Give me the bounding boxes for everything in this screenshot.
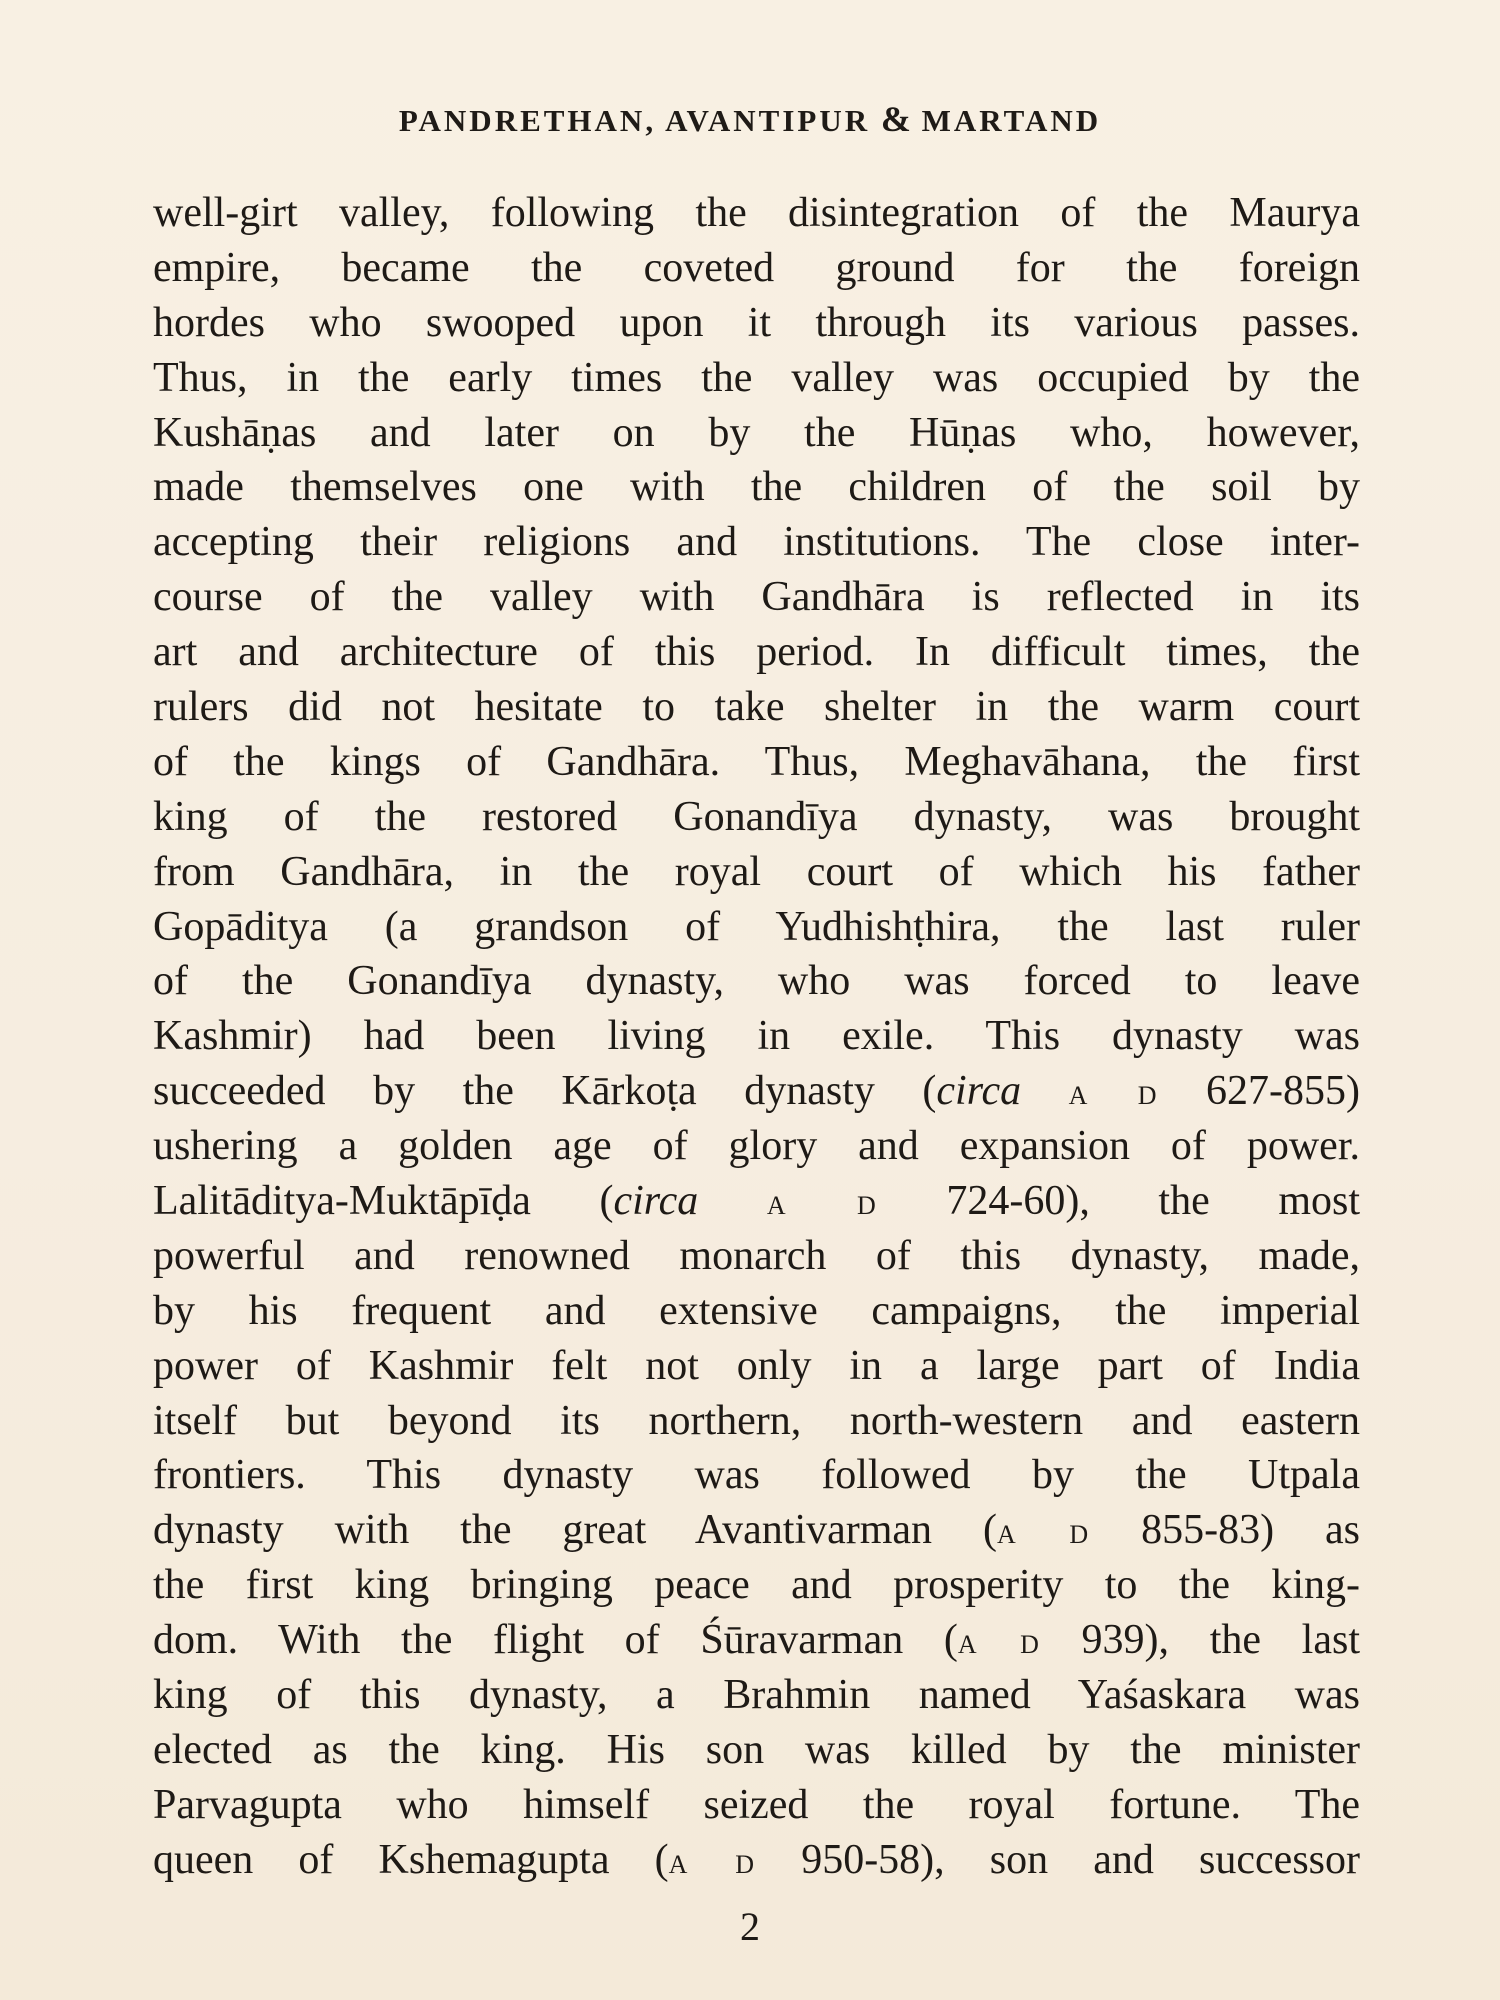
line-text: 939), the last [1081, 1617, 1360, 1664]
line-text: dom. With the flight of Śūravarman ( [153, 1617, 958, 1664]
text-line: itself but beyond its northern, north-western and eastern [153, 1397, 1360, 1444]
text-line: accepting their religions and institutions. The close inter- [153, 519, 1360, 566]
text-line: well-girt valley, following the disintegration of the Maurya [153, 190, 1360, 236]
text-line: from Gandhāra, in the royal court of which his father [153, 848, 1360, 895]
text-line: course of the valley with Gandhāra is reflected in its [153, 574, 1360, 621]
text-line: of the kings of Gandhāra. Thus, Meghavāhana, the first [153, 738, 1360, 785]
text-line: ushering a golden age of glory and expansion of power. [153, 1123, 1360, 1170]
text-line: king of this dynasty, a Brahmin named Yaśaskara was [153, 1672, 1360, 1719]
text-line: power of Kashmir felt not only in a large part of India [153, 1342, 1360, 1389]
text-line: Kushāṇas and later on by the Hūṇas who, however, [153, 409, 1360, 456]
text-line: Parvagupta who himself seized the royal fortune. The [153, 1781, 1360, 1828]
line-text: 950-58), son and successor [801, 1836, 1360, 1883]
text-line: empire, became the coveted ground for the foreign [153, 244, 1360, 291]
line-text: Lalitāditya-Muktāpīḍa ( [153, 1178, 614, 1225]
text-line-with-date [153, 1064, 1360, 1119]
circa-italic: circa [936, 1068, 1022, 1115]
era-ad: a d [766, 1182, 878, 1224]
era-ad: a d [996, 1511, 1091, 1553]
text-line: rulers did not hesitate to take shelter in the warm court [153, 684, 1360, 731]
line-text: dynasty with the great Avantivarman ( [153, 1507, 997, 1554]
page-number: 2 [740, 1904, 760, 1949]
text-line-with-date [153, 1174, 1360, 1229]
text-line: of the Gonandīya dynasty, who was forced to leave [153, 958, 1360, 1005]
era-ad: a d [957, 1621, 1041, 1663]
text-line-with-date [153, 1613, 1360, 1668]
text-line: the first king bringing peace and prosperity to the king- [153, 1562, 1360, 1609]
line-text: 627-855) [1206, 1068, 1360, 1115]
text-line: elected as the king. His son was killed by the minister [153, 1726, 1360, 1773]
text-line: Kashmir) had been living in exile. This dynasty was [153, 1013, 1360, 1060]
running-head-ampersand: & [880, 99, 911, 139]
text-line: powerful and renowned monarch of this dynasty, made, [153, 1232, 1360, 1279]
text-line: Thus, in the early times the valley was occupied by the [153, 354, 1360, 401]
text-line: king of the restored Gonandīya dynasty, was brought [153, 793, 1360, 840]
running-head-part-2: MARTAND [910, 103, 1102, 138]
text-line-with-date [153, 1833, 1360, 1888]
text-line: frontiers. This dynasty was followed by the Utpala [153, 1452, 1360, 1499]
era-ad: a d [668, 1840, 757, 1882]
line-text: 724-60), the most [946, 1178, 1360, 1225]
text-line: art and architecture of this period. In difficult times, the [153, 629, 1360, 676]
circa-italic: circa [613, 1178, 699, 1225]
running-head-part-1: PANDRETHAN, AVANTIPUR [398, 103, 881, 138]
body-text [153, 186, 1360, 1888]
text-line: Gopāditya (a grandson of Yudhishṭhira, the last ruler [153, 903, 1360, 950]
text-line: made themselves one with the children of the soil by [153, 464, 1360, 511]
text-line: hordes who swooped upon it through its various passes. [153, 299, 1360, 346]
text-line-with-date [153, 1503, 1360, 1558]
line-text: succeeded by the Kārkoṭa dynasty ( [153, 1068, 937, 1115]
line-text: 855-83) as [1141, 1507, 1360, 1554]
text-line: by his frequent and extensive campaigns, the imperial [153, 1287, 1360, 1334]
era-ad: a d [1068, 1072, 1159, 1114]
line-text: queen of Kshemagupta ( [153, 1836, 669, 1883]
running-head [0, 98, 1500, 140]
